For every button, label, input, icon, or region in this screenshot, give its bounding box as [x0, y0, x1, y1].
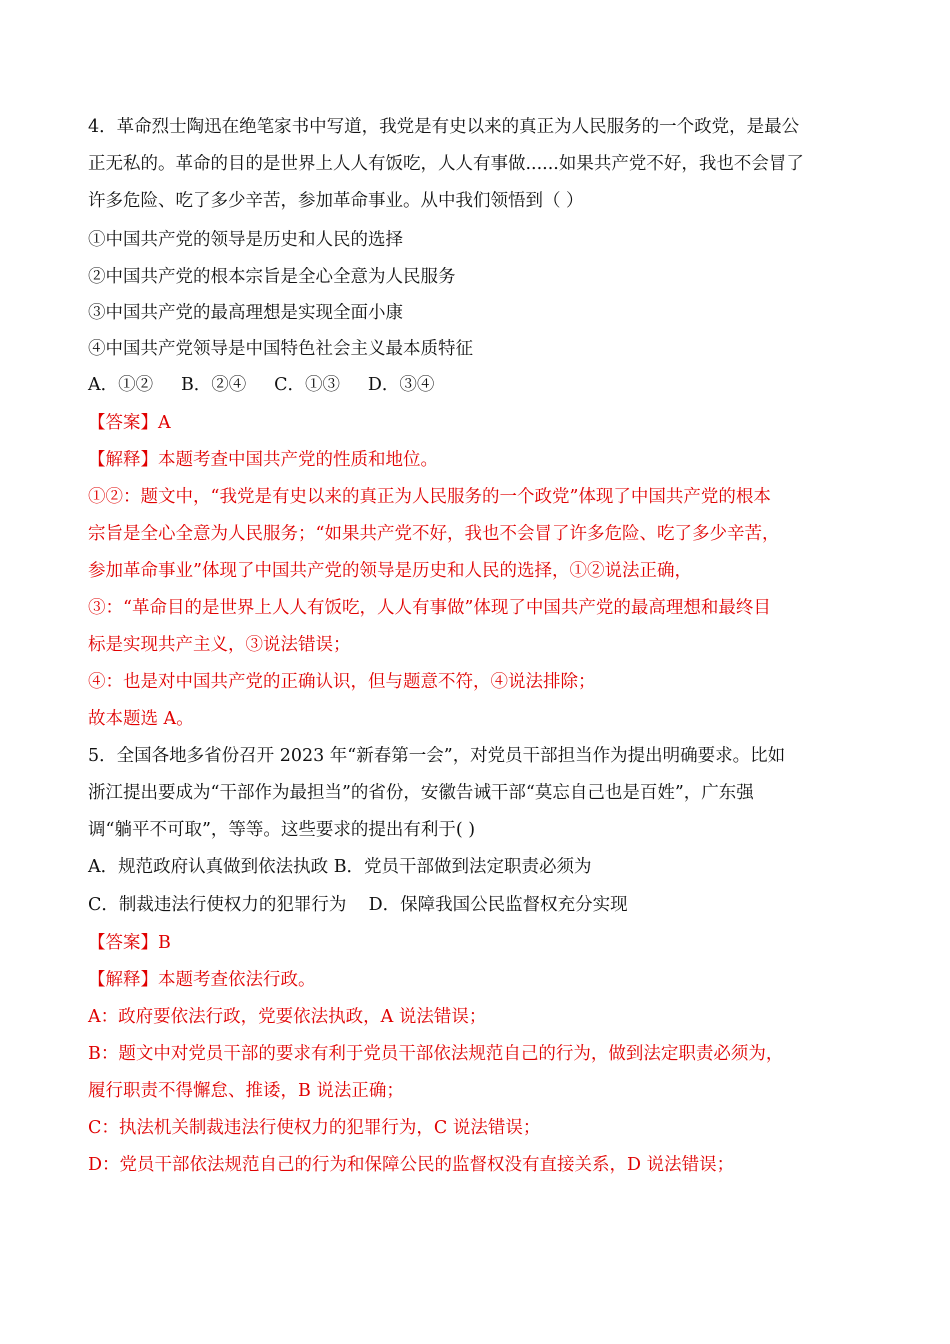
q4-analysis-line-4: ③：“革命目的是世界上人人有饭吃，人人有事做”体现了中国共产党的最高理想和最终目 [88, 598, 771, 618]
q4-analysis-line-5: 标是实现共产主义，③说法错误； [88, 635, 351, 655]
analysis-tag: 【解释】 [88, 450, 158, 470]
answer-value: A [158, 413, 171, 433]
q4-statement-3: ③中国共产党的最高理想是实现全面小康 [88, 303, 403, 323]
q5-stem-line-3: 调“躺平不可取”，等等。这些要求的提出有利于( ) [88, 820, 476, 840]
q4-analysis-line-3: 参加革命事业”体现了中国共产党的领导是历史和人民的选择，①②说法正确， [88, 561, 692, 581]
q4-stem-line-3: 许多危险、吃了多少辛苦，参加革命事业。从中我们领悟到（ ） [88, 191, 584, 211]
q4-analysis-line-7: 故本题选 A。 [88, 709, 194, 729]
q4-analysis-line-1: ①②：题文中，“我党是有史以来的真正为人民服务的一个政党”体现了中国共产党的根本 [88, 487, 771, 507]
q4-analysis-intro [88, 448, 868, 472]
q5-stem-line-1: 5．全国各地多省份召开 2023 年“新春第一会”，对党员干部担当作为提出明确要求。比如 [88, 746, 786, 766]
q5-analysis-line-1: A：政府要依法行政，党要依法执政，A 说法错误； [88, 1007, 487, 1027]
q5-options-line-1: A．规范政府认真做到依法执政 B．党员干部做到法定职责必须为 [88, 857, 592, 877]
q5-analysis-line-4: C：执法机关制裁违法行使权力的犯罪行为，C 说法错误； [88, 1118, 541, 1138]
q4-answer [88, 411, 868, 435]
q4-statement-1: ①中国共产党的领导是历史和人民的选择 [88, 230, 403, 250]
answer-tag: 【答案】 [88, 413, 158, 433]
q4-stem-line-1: 4．革命烈士陶迅在绝笔家书中写道，我党是有史以来的真正为人民服务的一个政党，是最公 [88, 117, 800, 137]
answer-tag: 【答案】 [88, 933, 158, 953]
analysis-tag: 【解释】 [88, 970, 158, 990]
analysis-intro-text: 本题考查依法行政。 [158, 970, 316, 990]
q5-options-line-2: C．制裁违法行使权力的犯罪行为 D．保障我国公民监督权充分实现 [88, 895, 628, 915]
q4-statement-2: ②中国共产党的根本宗旨是全心全意为人民服务 [88, 267, 456, 287]
answer-value: B [158, 933, 171, 953]
q5-analysis-line-5: D：党员干部依法规范自己的行为和保障公民的监督权没有直接关系，D 说法错误； [88, 1155, 735, 1175]
q5-answer [88, 931, 868, 955]
q5-stem-line-2: 浙江提出要成为“干部作为最担当”的省份，安徽告诫干部“莫忘自己也是百姓”，广东强 [88, 783, 754, 803]
q5-analysis-line-3: 履行职责不得懈怠、推诿，B 说法正确； [88, 1081, 404, 1101]
q4-options: A．①② B．②④ C．①③ D．③④ [88, 375, 435, 395]
q5-analysis-line-2: B：题文中对党员干部的要求有利于党员干部依法规范自己的行为，做到法定职责必须为， [88, 1044, 784, 1064]
analysis-intro-text: 本题考查中国共产党的性质和地位。 [158, 450, 438, 470]
q4-statement-4: ④中国共产党领导是中国特色社会主义最本质特征 [88, 339, 473, 359]
q4-analysis-line-2: 宗旨是全心全意为人民服务；“如果共产党不好，我也不会冒了许多危险、吃了多少辛苦， [88, 524, 780, 544]
q4-analysis-line-6: ④：也是对中国共产党的正确认识，但与题意不符，④说法排除； [88, 672, 596, 692]
q4-stem-line-2: 正无私的。革命的目的是世界上人人有饭吃，人人有事做......如果共产党不好，我也不会冒了 [88, 154, 804, 174]
q5-analysis-intro [88, 968, 868, 992]
